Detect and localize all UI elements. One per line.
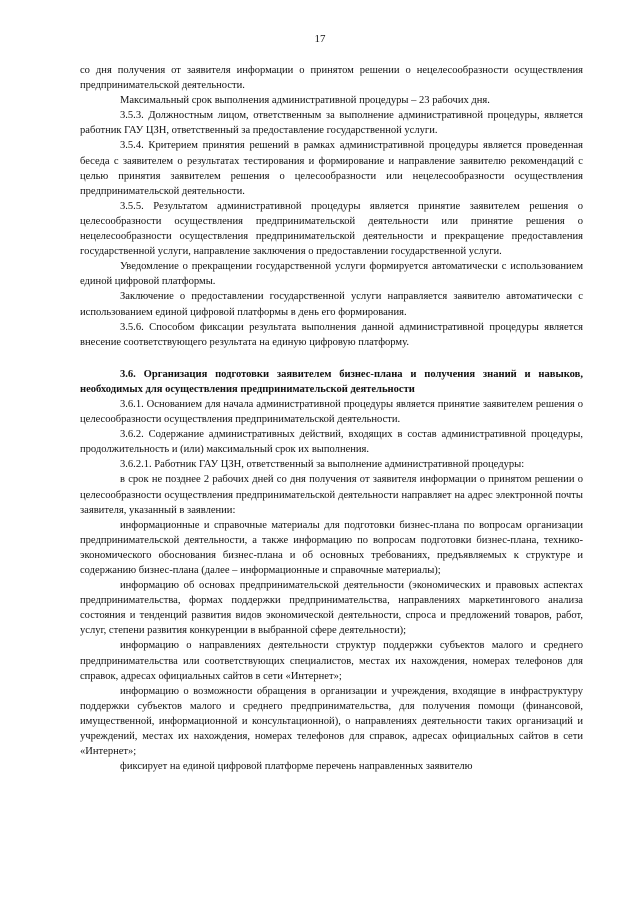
- paragraph-3-6-2-1: 3.6.2.1. Работник ГАУ ЦЗН, ответственный за выполнение административной процедуры:: [120, 459, 525, 471]
- list-item-infrastructure: информацию о возможности обращения в организации и учреждения, входящие в инфраструктуру поддержки субъектов малого и среднего предпринимательства, для получения помощи (финансовой, имущественной, информационной и консультационной), о направлениях деятельности таких организаций и учреждений, местах их нахождения, номерах телефонов для справок, адресах официальных сайтов в сети «Интернет»;: [80, 685, 583, 758]
- section-heading-3-6: 3.6. Организация подготовки заявителем бизнес-плана и получения знаний и навыков, необходимых для осуществления предпринимательской деятельности: [80, 368, 583, 395]
- paragraph-3-5-5: 3.5.5. Результатом административной процедуры является принятие заявителем решения о целесообразности осуществления предпринимательской деятельности или принятие решения о нецелесообразности осуществления предпринимательской деятельности и прекращение предоставления государственной услуги, направление заключения о предоставлении государственной услуги.: [80, 200, 583, 258]
- paragraph-3-6-2: 3.6.2. Содержание административных действий, входящих в состав административной процедуры, продолжительность и (или) максимальный срок их выполнения.: [80, 429, 583, 456]
- paragraph-records: фиксирует на единой цифровой платформе перечень направленных заявителю: [120, 761, 473, 773]
- paragraph-notification: Уведомление о прекращении государственной услуги формируется автоматически с использованием единой цифровой платформы.: [80, 261, 583, 288]
- paragraph-3-5-6: 3.5.6. Способом фиксации результата выполнения данной административной процедуры является внесение соответствующего результата на единую цифровую платформу.: [80, 321, 583, 348]
- paragraph-continuation: со дня получения от заявителя информации о принятом решении о нецелесообразности осуществления предпринимательской деятельности.: [80, 65, 583, 92]
- paragraph-deadline: в срок не позднее 2 рабочих дней со дня получения от заявителя информации о принятом решении о целесообразности осуществления предпринимательской деятельности направляет на адрес электронной почты заявителя, указанный в заявлении:: [80, 474, 583, 516]
- paragraph-3-5-3: 3.5.3. Должностным лицом, ответственным за выполнение административной процедуры, является работник ГАУ ЦЗН, ответственный за предоставление государственной услуги.: [80, 110, 583, 137]
- paragraph-conclusion: Заключение о предоставлении государственной услуги направляется заявителю автоматически с использованием единой цифровой платформы в день его формирования.: [80, 291, 583, 318]
- list-item-support-structures: информацию о направлениях деятельности структур поддержки субъектов малого и среднего предпринимательства или соответствующих специалистов, местах их нахождения, номерах телефонов для справок, адресах официальных сайтов в сети «Интернет»;: [80, 640, 583, 682]
- paragraph-max-term: Максимальный срок выполнения административной процедуры – 23 рабочих дня.: [120, 95, 490, 107]
- paragraph-3-5-4: 3.5.4. Критерием принятия решений в рамках административной процедуры является проведенная беседа с заявителем о результатах тестирования и формирование и направление заявителю рекомендаций с целью принятия заявителем решения о целесообразности или нецелесообразности осуществления предпринимательской деятельности.: [80, 140, 583, 197]
- list-item-materials: информационные и справочные материалы для подготовки бизнес-плана по вопросам организации предпринимательской деятельности, а также информацию по вопросам подготовки бизнес-плана, технико-экономического обоснования бизнес-плана и об основных требованиях, предъявляемых к структуре и содержанию бизнес-плана (далее – информационные и справочные материалы);: [80, 519, 583, 576]
- page-number: 17: [314, 33, 326, 45]
- document-body: [80, 63, 583, 774]
- paragraph-3-6-1: 3.6.1. Основанием для начала административной процедуры является принятие заявителем решения о целесообразности осуществления предпринимательской деятельности.: [80, 398, 583, 426]
- list-item-basics: информацию об основах предпринимательской деятельности (экономических и правовых аспектах предпринимательства, формах поддержки предпринимательства, направлениях маркетингового анализа состояния и тенденций развития видов экономической деятельности, спроса и предложений товаров, работ, услуг, степени развития конкуренции в выбранной сфере деятельности);: [80, 580, 583, 637]
